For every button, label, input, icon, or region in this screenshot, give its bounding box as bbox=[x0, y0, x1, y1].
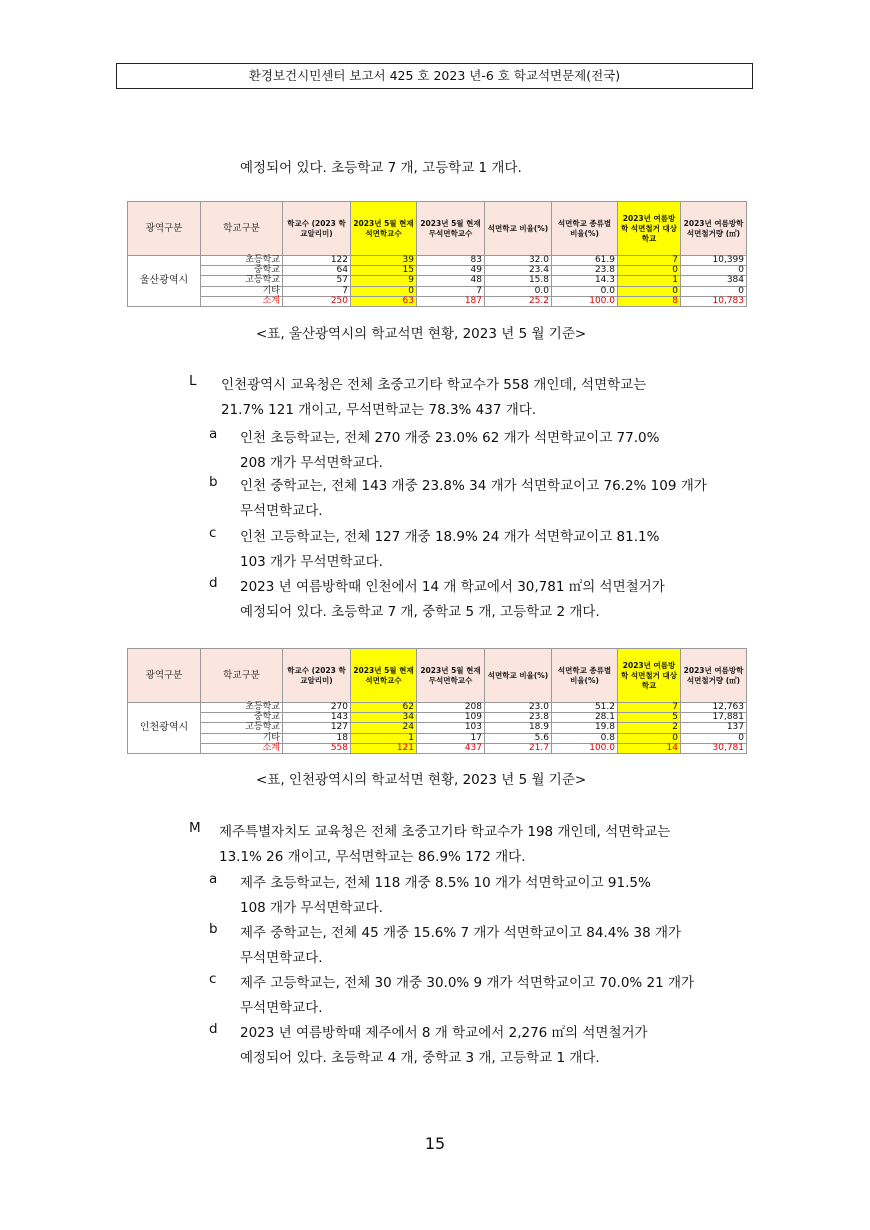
col-header: 광역구분 bbox=[128, 649, 201, 703]
cell: 0.0 bbox=[485, 286, 552, 296]
item-text: 제주 고등학교는, 전체 30 개중 30.0% 9 개가 석면학교이고 70.0% 21 개가 bbox=[240, 975, 695, 991]
cell: 48 bbox=[417, 276, 485, 286]
item-text: 108 개가 무석면학교다. bbox=[240, 900, 383, 916]
item-text: 무석면학교다. bbox=[240, 503, 323, 519]
cell: 32.0 bbox=[485, 256, 552, 266]
col-header: 학교수 (2023 학교알리미) bbox=[283, 649, 351, 703]
col-header: 석면학교 종류별 비율(%) bbox=[552, 202, 618, 256]
region-cell: 울산광역시 bbox=[128, 256, 201, 307]
cell: 21.7 bbox=[485, 743, 552, 753]
item-marker: b bbox=[209, 474, 218, 490]
cell: 49 bbox=[417, 266, 485, 276]
cell: 7 bbox=[618, 256, 681, 266]
cell: 0 bbox=[681, 286, 747, 296]
cell: 초등학교 bbox=[201, 256, 283, 266]
table-row bbox=[128, 266, 747, 276]
col-header: 학교구분 bbox=[201, 649, 283, 703]
cell: 7 bbox=[618, 703, 681, 713]
table-row bbox=[128, 703, 747, 713]
cell: 384 bbox=[681, 276, 747, 286]
item-marker: c bbox=[209, 971, 217, 987]
cell: 0.8 bbox=[552, 733, 618, 743]
cell: 100.0 bbox=[552, 743, 618, 753]
item-text: 2023 년 여름방학때 인천에서 14 개 학교에서 30,781 ㎡의 석면철거가 bbox=[240, 579, 665, 595]
item-text: 제주 중학교는, 전체 45 개중 15.6% 7 개가 석면학교이고 84.4% 38 개가 bbox=[240, 925, 682, 941]
cell: 0.0 bbox=[552, 286, 618, 296]
cell: 19.8 bbox=[552, 723, 618, 733]
cell: 103 bbox=[417, 723, 485, 733]
col-header: 2023년 5월 현재 무석면학교수 bbox=[417, 202, 485, 256]
cell: 109 bbox=[417, 713, 485, 723]
cell: 8 bbox=[618, 296, 681, 306]
cell: 고등학교 bbox=[201, 723, 283, 733]
cell: 0 bbox=[351, 286, 417, 296]
col-header: 2023년 5월 현재 석면학교수 bbox=[351, 202, 417, 256]
cell: 83 bbox=[417, 256, 485, 266]
cell: 63 bbox=[351, 296, 417, 306]
cell: 14.3 bbox=[552, 276, 618, 286]
cell: 17,881 bbox=[681, 713, 747, 723]
section-marker: M bbox=[189, 820, 201, 836]
cell: 18.9 bbox=[485, 723, 552, 733]
cell: 437 bbox=[417, 743, 485, 753]
item-text: 인천 중학교는, 전체 143 개중 23.8% 34 개가 석면학교이고 76.2% 109 개가 bbox=[240, 478, 707, 494]
cell: 2 bbox=[618, 723, 681, 733]
cell: 57 bbox=[283, 276, 351, 286]
cell: 1 bbox=[618, 276, 681, 286]
item-marker: d bbox=[209, 575, 218, 591]
cell: 5.6 bbox=[485, 733, 552, 743]
cell: 30,781 bbox=[681, 743, 747, 753]
item-text: 208 개가 무석면학교다. bbox=[240, 455, 383, 471]
cell: 0 bbox=[681, 733, 747, 743]
intro-line: 예정되어 있다. 초등학교 7 개, 고등학교 1 개다. bbox=[240, 160, 522, 176]
item-text: 예정되어 있다. 초등학교 4 개, 중학교 3 개, 고등학교 1 개다. bbox=[240, 1050, 600, 1066]
cell: 12,763 bbox=[681, 703, 747, 713]
table-header-row bbox=[128, 202, 747, 256]
cell: 소계 bbox=[201, 743, 283, 753]
region-cell: 인천광역시 bbox=[128, 703, 201, 754]
item-text: 인천 초등학교는, 전체 270 개중 23.0% 62 개가 석면학교이고 77.0% bbox=[240, 430, 660, 446]
cell: 127 bbox=[283, 723, 351, 733]
item-marker: b bbox=[209, 921, 218, 937]
cell: 18 bbox=[283, 733, 351, 743]
item-text: 예정되어 있다. 초등학교 7 개, 중학교 5 개, 고등학교 2 개다. bbox=[240, 604, 600, 620]
item-marker: c bbox=[209, 525, 217, 541]
cell: 중학교 bbox=[201, 266, 283, 276]
cell: 122 bbox=[283, 256, 351, 266]
cell: 28.1 bbox=[552, 713, 618, 723]
section-marker: L bbox=[189, 373, 197, 389]
col-header: 2023년 여름방학 석면철거 대상학교 bbox=[618, 202, 681, 256]
cell: 15 bbox=[351, 266, 417, 276]
cell: 62 bbox=[351, 703, 417, 713]
table-row bbox=[128, 276, 747, 286]
item-text: 무석면학교다. bbox=[240, 950, 323, 966]
cell: 1 bbox=[351, 733, 417, 743]
cell: 9 bbox=[351, 276, 417, 286]
cell: 121 bbox=[351, 743, 417, 753]
cell: 100.0 bbox=[552, 296, 618, 306]
col-header: 석면학교 비율(%) bbox=[485, 649, 552, 703]
section-text: 13.1% 26 개이고, 무석면학교는 86.9% 172 개다. bbox=[219, 849, 526, 865]
col-header: 2023년 여름방학 석면철거 대상학교 bbox=[618, 649, 681, 703]
cell: 10,399 bbox=[681, 256, 747, 266]
section-text: 인천광역시 교육청은 전체 초중고기타 학교수가 558 개인데, 석면학교는 bbox=[221, 377, 647, 393]
cell: 10,783 bbox=[681, 296, 747, 306]
cell: 고등학교 bbox=[201, 276, 283, 286]
cell: 64 bbox=[283, 266, 351, 276]
item-text: 2023 년 여름방학때 제주에서 8 개 학교에서 2,276 ㎡의 석면철거가 bbox=[240, 1025, 648, 1041]
ulsan-stats-table bbox=[127, 201, 747, 307]
item-text: 인천 고등학교는, 전체 127 개중 18.9% 24 개가 석면학교이고 81.1% bbox=[240, 529, 660, 545]
col-header: 학교구분 bbox=[201, 202, 283, 256]
cell: 23.0 bbox=[485, 703, 552, 713]
cell: 250 bbox=[283, 296, 351, 306]
table-row bbox=[128, 723, 747, 733]
section-text: 21.7% 121 개이고, 무석면학교는 78.3% 437 개다. bbox=[221, 402, 537, 418]
cell: 7 bbox=[417, 286, 485, 296]
cell: 23.4 bbox=[485, 266, 552, 276]
col-header: 광역구분 bbox=[128, 202, 201, 256]
col-header: 석면학교 종류별 비율(%) bbox=[552, 649, 618, 703]
table-row bbox=[128, 286, 747, 296]
col-header: 2023년 여름방학 석면철거량 (㎡) bbox=[681, 202, 747, 256]
cell: 0 bbox=[618, 266, 681, 276]
section-text: 제주특별자치도 교육청은 전체 초중고기타 학교수가 198 개인데, 석면학교는 bbox=[219, 824, 671, 840]
item-marker: d bbox=[209, 1021, 218, 1037]
cell: 15.8 bbox=[485, 276, 552, 286]
item-marker: a bbox=[209, 871, 218, 887]
cell: 39 bbox=[351, 256, 417, 266]
table-row bbox=[128, 733, 747, 743]
report-header: 환경보건시민센터 보고서 425 호 2023 년-6 호 학교석면문제(전국) bbox=[116, 63, 753, 89]
cell: 초등학교 bbox=[201, 703, 283, 713]
cell: 0 bbox=[681, 266, 747, 276]
cell: 중학교 bbox=[201, 713, 283, 723]
subtotal-row bbox=[128, 296, 747, 306]
cell: 51.2 bbox=[552, 703, 618, 713]
cell: 25.2 bbox=[485, 296, 552, 306]
cell: 0 bbox=[618, 733, 681, 743]
cell: 61.9 bbox=[552, 256, 618, 266]
item-marker: a bbox=[209, 426, 218, 442]
cell: 14 bbox=[618, 743, 681, 753]
col-header: 2023년 여름방학 석면철거량 (㎡) bbox=[681, 649, 747, 703]
table-header-row bbox=[128, 649, 747, 703]
cell: 5 bbox=[618, 713, 681, 723]
table-caption: <표, 울산광역시의 학교석면 현황, 2023 년 5 월 기준> bbox=[256, 326, 587, 342]
cell: 0 bbox=[618, 286, 681, 296]
table-row bbox=[128, 713, 747, 723]
cell: 7 bbox=[283, 286, 351, 296]
cell: 187 bbox=[417, 296, 485, 306]
cell: 기타 bbox=[201, 733, 283, 743]
cell: 143 bbox=[283, 713, 351, 723]
cell: 23.8 bbox=[485, 713, 552, 723]
incheon-stats-table bbox=[127, 648, 747, 754]
col-header: 석면학교 비율(%) bbox=[485, 202, 552, 256]
table-caption: <표, 인천광역시의 학교석면 현황, 2023 년 5 월 기준> bbox=[256, 772, 587, 788]
cell: 기타 bbox=[201, 286, 283, 296]
item-text: 제주 초등학교는, 전체 118 개중 8.5% 10 개가 석면학교이고 91.5% bbox=[240, 875, 651, 891]
cell: 208 bbox=[417, 703, 485, 713]
page-number: 15 bbox=[424, 1134, 446, 1153]
cell: 소계 bbox=[201, 296, 283, 306]
col-header: 2023년 5월 현재 석면학교수 bbox=[351, 649, 417, 703]
item-text: 무석면학교다. bbox=[240, 1000, 323, 1016]
cell: 17 bbox=[417, 733, 485, 743]
cell: 137 bbox=[681, 723, 747, 733]
col-header: 학교수 (2023 학교알리미) bbox=[283, 202, 351, 256]
cell: 24 bbox=[351, 723, 417, 733]
table-row bbox=[128, 256, 747, 266]
subtotal-row bbox=[128, 743, 747, 753]
cell: 34 bbox=[351, 713, 417, 723]
item-text: 103 개가 무석면학교다. bbox=[240, 554, 383, 570]
cell: 23.8 bbox=[552, 266, 618, 276]
cell: 270 bbox=[283, 703, 351, 713]
col-header: 2023년 5월 현재 무석면학교수 bbox=[417, 649, 485, 703]
cell: 558 bbox=[283, 743, 351, 753]
